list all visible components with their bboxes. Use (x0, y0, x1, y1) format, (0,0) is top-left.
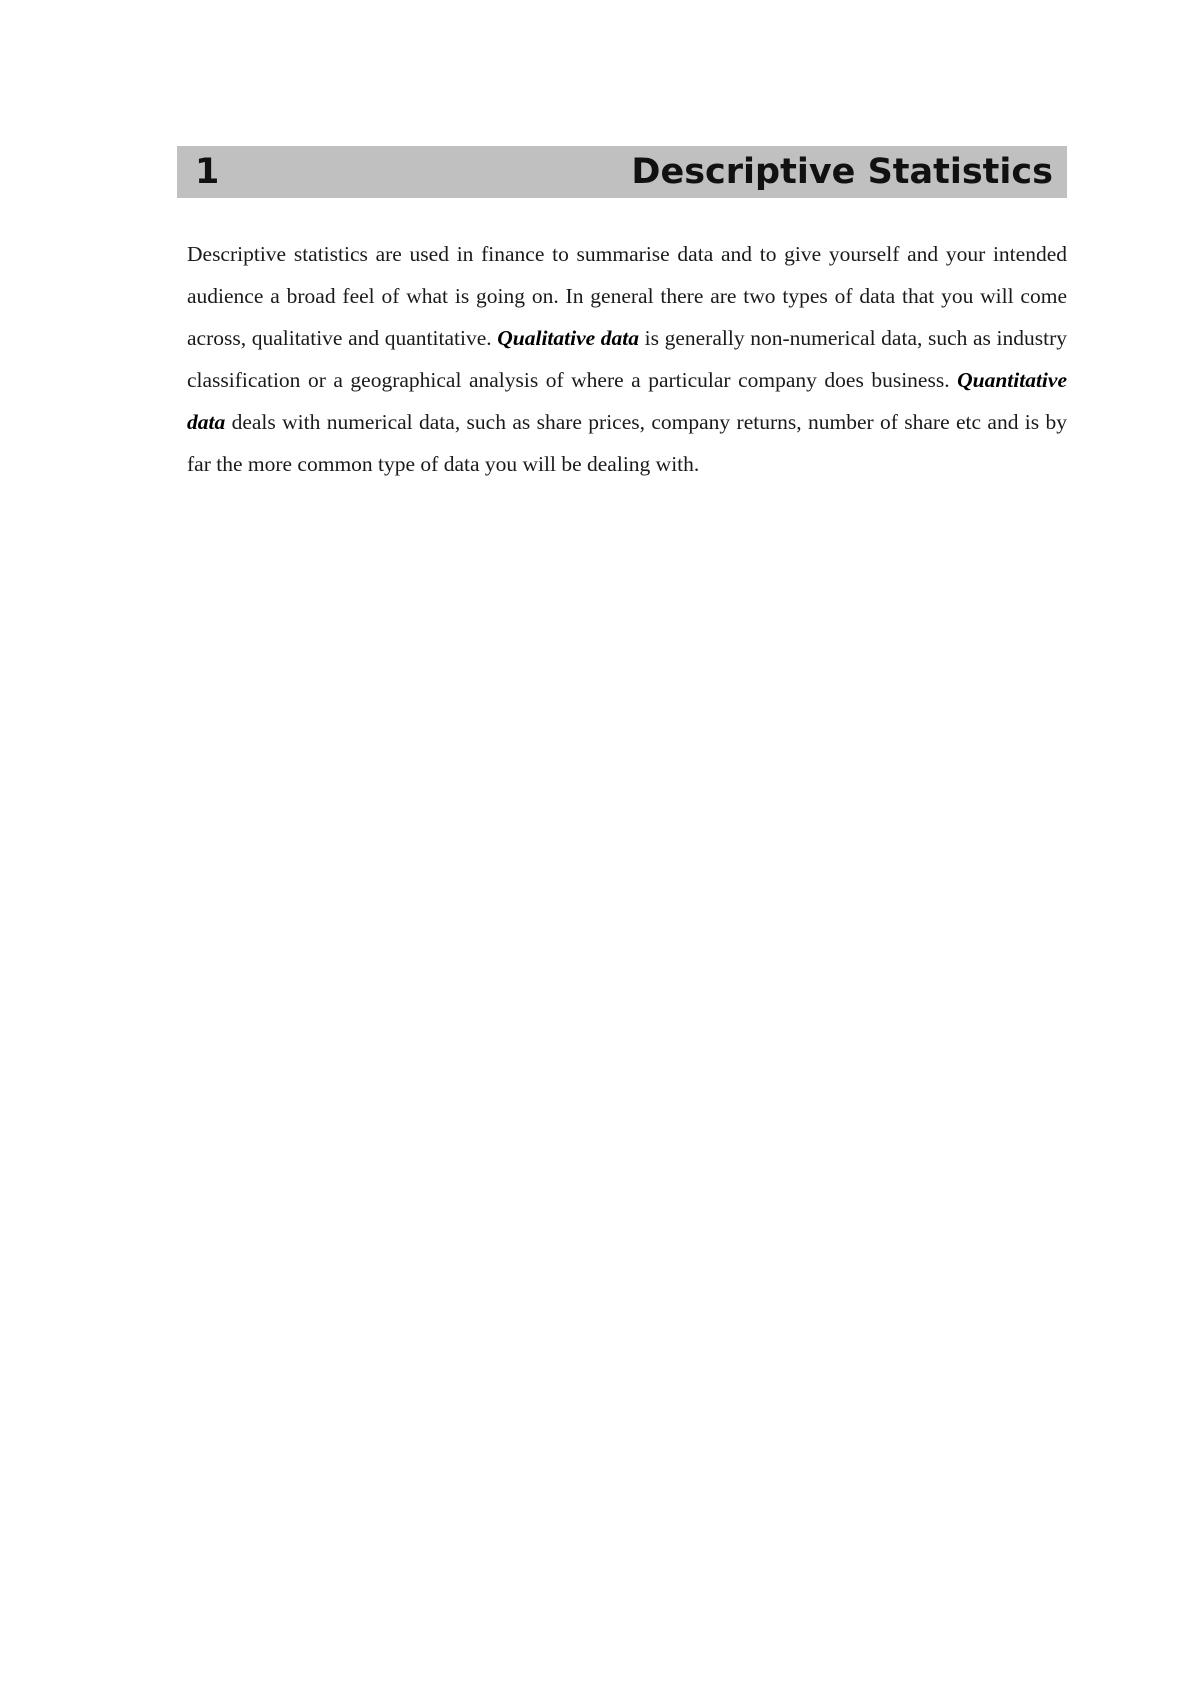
paragraph-text-2: is generally non-numerical data, such as industry classification or a geographical analysis of where a particular company does business. (187, 326, 1067, 392)
paragraph-text-3: deals with numerical data, such as share prices, company returns, number of share etc and is by far the more common type of data you will be dealing with. (187, 410, 1067, 476)
term-quantitative-data: Quantitative data (187, 368, 1067, 434)
term-qualitative-data: Qualitative data (497, 326, 640, 350)
chapter-heading (177, 146, 1067, 198)
chapter-title: Descriptive Statistics (631, 152, 1053, 192)
chapter-number: 1 (195, 152, 220, 192)
paragraph-text-1: Descriptive statistics are used in finance to summarise data and to give yourself and your intended audience a broad feel of what is going on. In general there are two types of data that you will come across, qualitative and quantitative. (187, 242, 1067, 350)
body-paragraph (187, 233, 1067, 485)
